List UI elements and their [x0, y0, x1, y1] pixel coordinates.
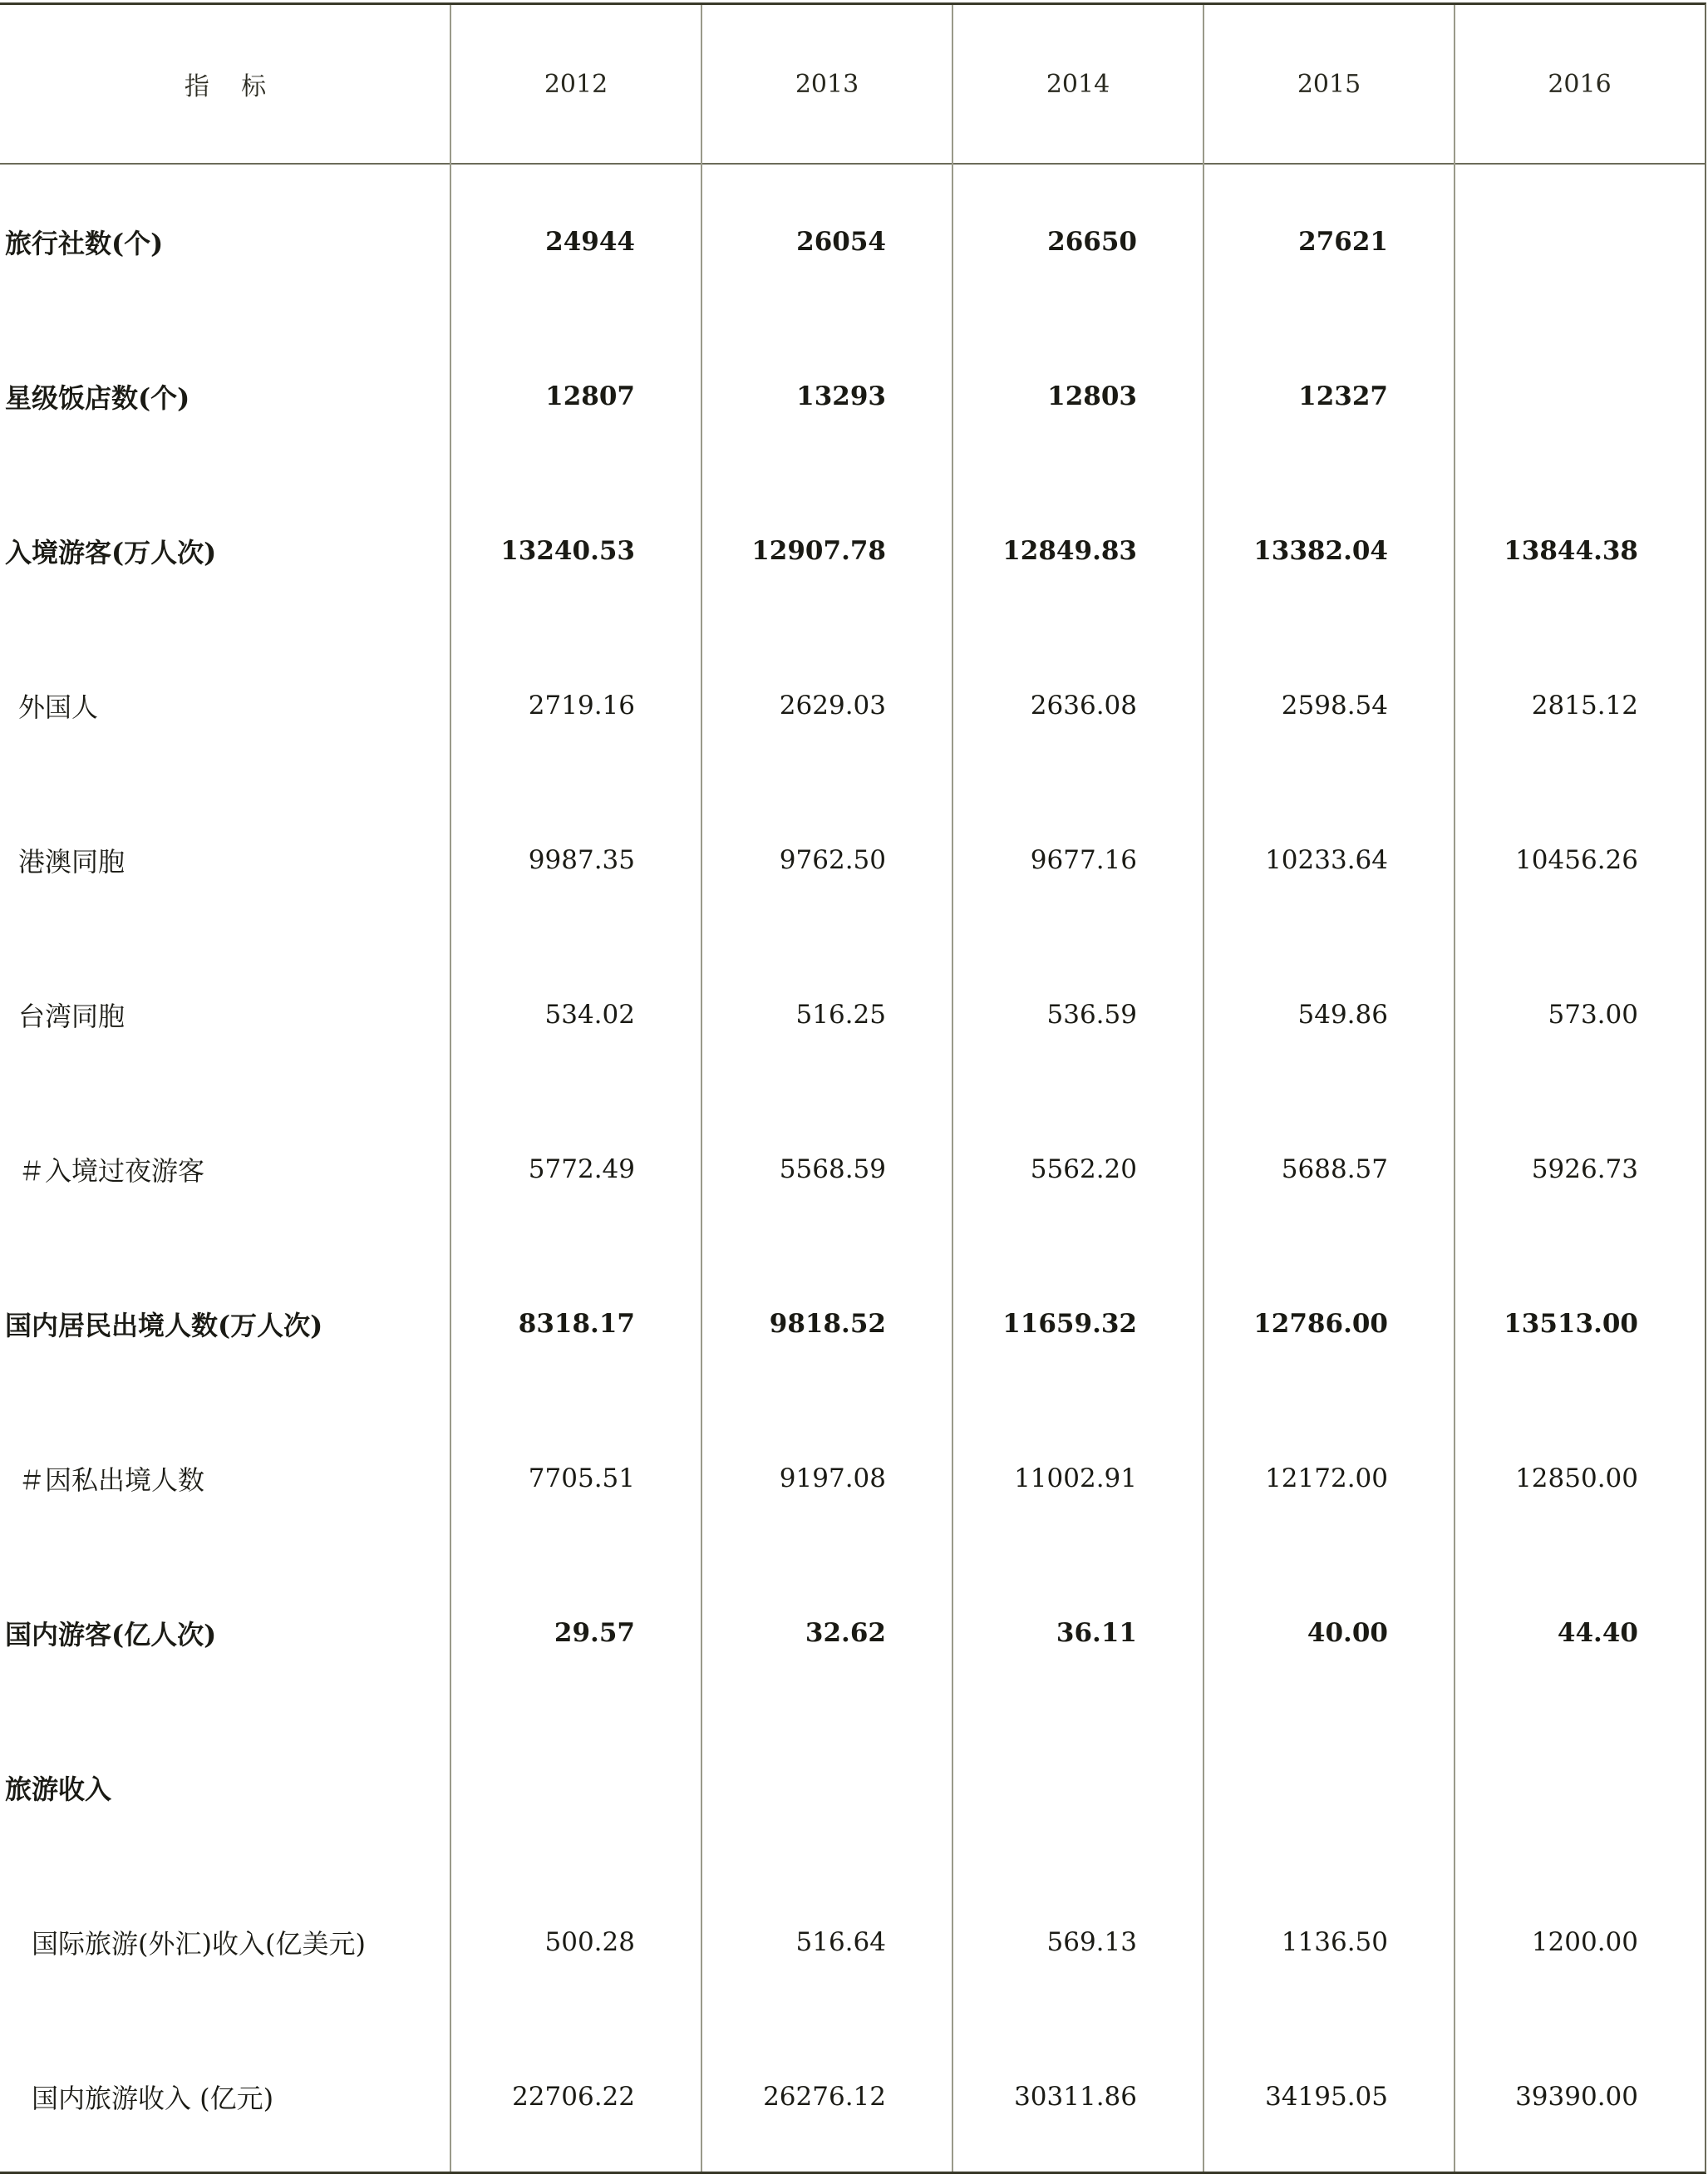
value-cell: [1455, 1738, 1638, 1837]
value-cell: 1136.50: [1281, 1927, 1388, 1957]
column-divider: [1203, 5, 1204, 2172]
value-cell: 573.00: [1548, 1000, 1638, 1030]
value-cell: 12327: [1298, 381, 1388, 411]
value-cell: 12850.00: [1515, 1463, 1638, 1493]
column-divider: [952, 5, 953, 2172]
value-cell: [1203, 1738, 1388, 1837]
value-cell: 549.86: [1297, 1000, 1388, 1030]
column-divider: [1454, 5, 1455, 2172]
row-label: 星级饭店数(个): [5, 382, 190, 414]
value-cell: 27621: [1298, 227, 1388, 257]
value-cell: 2815.12: [1531, 691, 1638, 721]
value-cell: 24944: [545, 227, 635, 257]
column-divider: [701, 5, 702, 2172]
value-cell: 9987.35: [528, 845, 635, 875]
value-cell: 516.25: [795, 1000, 886, 1030]
value-cell: 32.62: [805, 1618, 886, 1648]
value-cell: 13844.38: [1504, 536, 1638, 566]
value-cell: 26650: [1047, 227, 1137, 257]
value-cell: 13382.04: [1253, 536, 1388, 566]
row-label: 国内居民出境人数(万人次): [5, 1310, 323, 1341]
value-cell: 500.28: [544, 1927, 635, 1957]
row-label: 国内游客(亿人次): [5, 1619, 217, 1650]
value-cell: 5926.73: [1531, 1154, 1638, 1184]
header-year-2014: 2014: [1046, 69, 1110, 99]
header-year-2012: 2012: [544, 69, 608, 99]
value-cell: 22706.22: [512, 2082, 635, 2112]
value-cell: 12803: [1047, 381, 1137, 411]
value-cell: 1200.00: [1531, 1927, 1638, 1957]
value-cell: 12807: [545, 381, 635, 411]
value-cell: 39390.00: [1515, 2082, 1638, 2112]
value-cell: 2629.03: [779, 691, 886, 721]
value-cell: [450, 1738, 635, 1837]
value-cell: 44.40: [1557, 1618, 1638, 1648]
value-cell: [1455, 347, 1638, 446]
header-year-2016: 2016: [1548, 69, 1612, 99]
value-cell: 26054: [796, 227, 886, 257]
value-cell: 13293: [796, 381, 886, 411]
value-cell: [952, 1738, 1137, 1837]
value-cell: 11002.91: [1014, 1463, 1137, 1493]
value-cell: 536.59: [1046, 1000, 1137, 1030]
value-cell: 10233.64: [1265, 845, 1388, 875]
row-label: 台湾同胞: [18, 1001, 126, 1032]
row-label: 旅行社数(个): [5, 228, 164, 259]
value-cell: 5772.49: [528, 1154, 635, 1184]
header-year-2013: 2013: [795, 69, 859, 99]
value-cell: 2598.54: [1281, 691, 1388, 721]
value-cell: 30311.86: [1014, 2082, 1137, 2112]
row-label: 港澳同胞: [18, 846, 126, 878]
value-cell: 13240.53: [500, 536, 635, 566]
header-indicator: 指 标: [184, 72, 267, 101]
value-cell: 9818.52: [769, 1309, 886, 1339]
value-cell: 9677.16: [1030, 845, 1137, 875]
value-cell: 569.13: [1046, 1927, 1137, 1957]
column-divider: [450, 5, 451, 2172]
header-year-2015: 2015: [1297, 69, 1361, 99]
value-cell: 8318.17: [518, 1309, 635, 1339]
value-cell: 36.11: [1056, 1618, 1137, 1648]
value-cell: 2719.16: [528, 691, 635, 721]
value-cell: [1455, 192, 1638, 292]
row-label: 外国人: [18, 691, 99, 723]
value-cell: 29.57: [554, 1618, 635, 1648]
value-cell: 26276.12: [763, 2082, 886, 2112]
value-cell: 12849.83: [1002, 536, 1137, 566]
value-cell: 7705.51: [528, 1463, 635, 1493]
row-label: 入境游客(万人次): [5, 537, 217, 568]
row-label: ＃因私出境人数: [18, 1464, 205, 1496]
value-cell: [701, 1738, 886, 1837]
table-header-row: [0, 5, 1705, 165]
value-cell: 34195.05: [1265, 2082, 1388, 2112]
value-cell: 13513.00: [1504, 1309, 1638, 1339]
value-cell: 5562.20: [1030, 1154, 1137, 1184]
value-cell: 12786.00: [1253, 1309, 1388, 1339]
row-label: ＃入境过夜游客: [18, 1155, 205, 1187]
value-cell: 9197.08: [779, 1463, 886, 1493]
value-cell: 516.64: [795, 1927, 886, 1957]
row-label: 旅游收入: [5, 1773, 112, 1805]
value-cell: 12907.78: [751, 536, 886, 566]
value-cell: 9762.50: [779, 845, 886, 875]
row-label: 国际旅游(外汇)收入(亿美元): [32, 1928, 366, 1960]
value-cell: 40.00: [1307, 1618, 1388, 1648]
row-label: 国内旅游收入 (亿元): [32, 2083, 274, 2114]
value-cell: 10456.26: [1515, 845, 1638, 875]
value-cell: 11659.32: [1002, 1309, 1137, 1339]
value-cell: 534.02: [544, 1000, 635, 1030]
value-cell: 5688.57: [1281, 1154, 1388, 1184]
value-cell: 12172.00: [1265, 1463, 1388, 1493]
value-cell: 5568.59: [779, 1154, 886, 1184]
value-cell: 2636.08: [1030, 691, 1137, 721]
tourism-statistics-table: [0, 2, 1706, 2174]
